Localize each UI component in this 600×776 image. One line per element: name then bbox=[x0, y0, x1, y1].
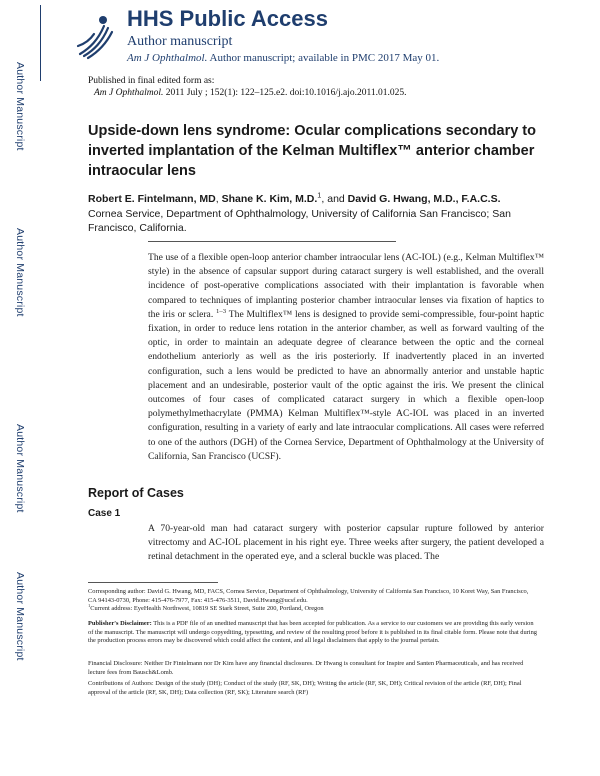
footnote-financial: Financial Disclosure: Neither Dr Fintelmann nor Dr Kim have any financial disclosures. Dr Hwang is consultant for Inspire and Santen Pharmaceuticals, and has received lecture fees from Bausch&Lomb. bbox=[88, 660, 524, 676]
subsection-heading: Case 1 bbox=[88, 508, 121, 519]
header-divider bbox=[40, 5, 41, 81]
sidebar-label-author-manuscript: Author Manuscript bbox=[14, 572, 26, 661]
footnote-contributions: Contributions of Authors: Design of the study (DH); Conduct of the study (RF, SK, DH); Writing the article (RF, SK, DH); Critical revision of the article (RF, DH); Final approval of the article (RF, SK, DH); Data collection (RF, SK); Literature search (RF) bbox=[88, 680, 522, 696]
section-heading: Report of Cases bbox=[88, 486, 184, 500]
disclaimer-label: Publisher's Disclaimer: bbox=[88, 620, 152, 627]
sidebar-label-author-manuscript: Author Manuscript bbox=[14, 62, 26, 151]
abstract-paragraph bbox=[148, 251, 544, 464]
footnote-current-text: Current address: EyeHealth Northwest, 10819 SE Stark Street, Suite 200, Portland, Oregon bbox=[90, 605, 324, 612]
footnote-divider bbox=[88, 582, 218, 583]
article-title: Upside-down lens syndrome: Ocular complications secondary to inverted implantation of the Kelman Multiflex™ anterior chamber intraocular lens bbox=[88, 123, 536, 179]
citation-reference: 1–3 bbox=[216, 307, 227, 315]
author-name: David G. Hwang, M.D., F.A.C.S. bbox=[347, 193, 501, 205]
author-affiliation-marker: 1 bbox=[317, 190, 322, 200]
header-citation-text: Author manuscript; available in PMC 2017 May 01. bbox=[209, 52, 440, 64]
author-manuscript-subtitle: Author manuscript bbox=[127, 34, 233, 49]
published-journal: Am J Ophthalmol. bbox=[94, 88, 164, 98]
author-name: Robert E. Fintelmann, MD bbox=[88, 193, 216, 205]
hhs-public-access-title: HHS Public Access bbox=[127, 6, 328, 31]
author-name: Shane K. Kim, M.D. bbox=[221, 193, 318, 205]
abstract-text: The use of a flexible open-loop anterior chamber intraocular lens (AC-IOL) (e.g., Kelman Multiflex™ style) in the absence of capsular support during cataract surgery is well established, and the overall incidence of post-operative complications associated with their implantation is favorable when compared to techniques of implanting posterior chamber intraocular lenses via fixation of haptics to the iris or sclera. bbox=[148, 252, 544, 320]
hhs-eagle-logo-icon bbox=[70, 10, 120, 64]
published-details: 2011 July ; 152(1): 122–125.e2. doi:10.1016/j.ajo.2011.01.025. bbox=[165, 88, 407, 98]
affiliation: Cornea Service, Department of Ophthalmology, University of California San Francisco; San Francisco, California. bbox=[88, 208, 511, 234]
footnote-marker: 1 bbox=[88, 602, 91, 608]
sidebar-label-author-manuscript: Author Manuscript bbox=[14, 228, 26, 317]
author-separator: , bbox=[215, 193, 222, 205]
abstract-divider bbox=[148, 241, 396, 242]
footnote-current-address bbox=[88, 602, 538, 614]
author-list bbox=[88, 190, 538, 205]
abstract-text: The Multiflex™ lens is designed to provide semi-compressible, four-point haptic fixation, in order to reduce lens rotation in the anterior chamber, as well as forward vaulting of the optic, in order to maintain an adequate degree of clearance between the optic and the corneal endothelium anteriorly as well as the iris posteriorly. If inadvertently placed in an inverted configuration, such a lens would be predicted to have an abnormally anterior and unstable haptic placement and an undesirable, posterior vault of the optic against the iris. We present the clinical outcomes of four cases of complicated cataract surgery in which a flexible open-loop polymethylmethacrylate (PMMA) Kelman Multiflex™-style AC-IOL was placed in an inverted configuration, resulting in a variety of early and late intraocular complications. All cases were referred to one of the authors (DGH) of the Cornea Service, Department of Ophthalmology at the University of California, San Francisco (UCSF). bbox=[148, 308, 544, 462]
sidebar-label-author-manuscript: Author Manuscript bbox=[14, 424, 26, 513]
header-citation bbox=[127, 52, 439, 64]
header-citation-journal: Am J Ophthalmol. bbox=[127, 52, 208, 64]
published-label: Published in final edited form as: bbox=[88, 76, 215, 86]
footnote-corresponding: Corresponding author: David G. Hwang, MD, FACS, Cornea Service, Department of Ophthalmology, University of California San Francisco, 10 Koret Way, San Francisco, CA 94143-0730, Phone: 415-476-7977, Fax: 415-476-3511, David.Hwang@ucsf.edu. bbox=[88, 588, 529, 604]
disclaimer-text: This is a PDF file of an unedited manuscript that has been accepted for publication. As a service to our customers we are providing this early version of the manuscript. The manuscript will undergo copyediting, typesetting, and review of the resulting proof before it is published in its final citable form. Please note that during the production process errors may be discovered which could affect the content, and all legal disclaimers that apply to the journal pertain. bbox=[88, 620, 537, 644]
published-citation bbox=[94, 88, 407, 98]
case-paragraph: A 70-year-old man had cataract surgery with posterior capsular rupture followed by anterior vitrectomy and AC-IOL placement in his right eye. Three weeks after surgery, the patient developed a retinal detachment in the operated eye, and a scleral buckle was placed. The bbox=[148, 523, 544, 563]
footnote-disclaimer bbox=[88, 620, 538, 646]
author-separator: , and bbox=[321, 193, 348, 205]
